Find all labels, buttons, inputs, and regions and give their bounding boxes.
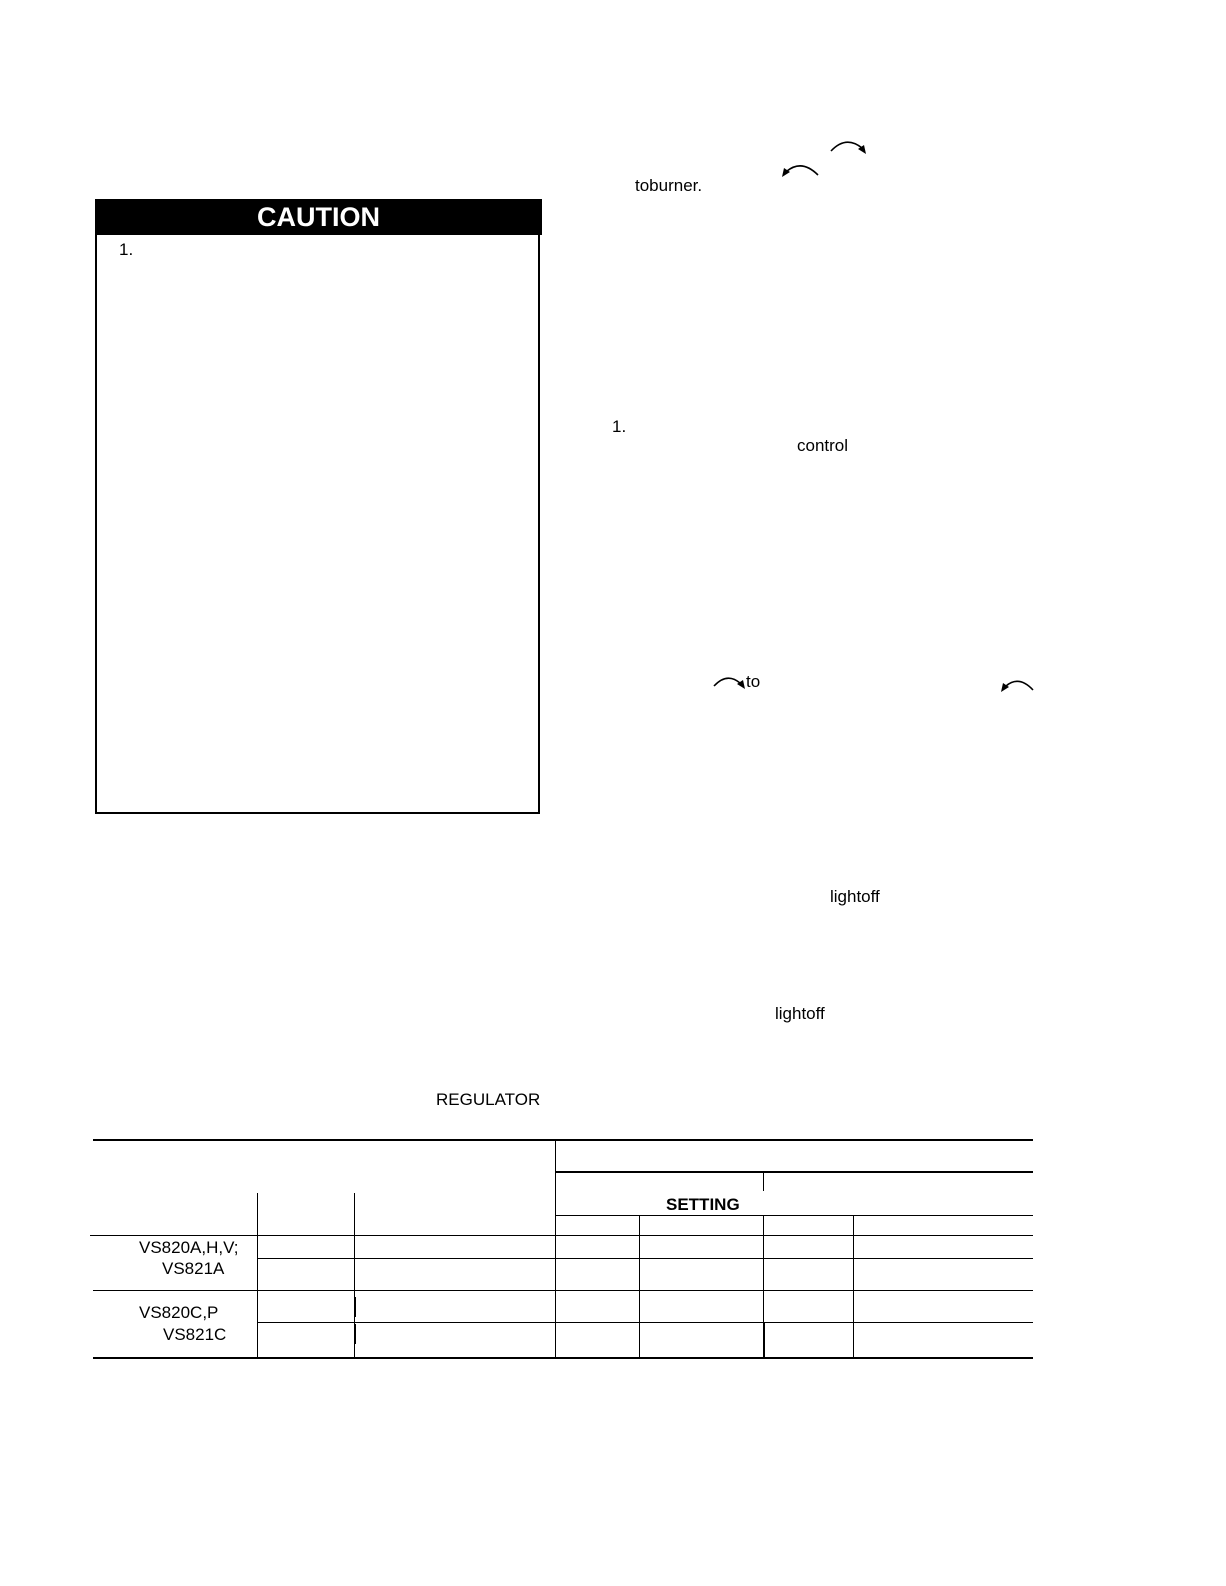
model-cell: VS821C [163,1325,227,1344]
text-lightoff: lightoff [830,887,880,906]
table-caption-fragment: REGULATOR [436,1090,541,1109]
text-to: to [746,672,761,691]
caution-item-number: 1. [119,240,134,259]
caution-title: CAUTION [95,199,542,235]
clockwise-arrow-icon [828,136,870,158]
step-number: 1. [612,417,627,436]
text-control: control [797,436,849,455]
counterclockwise-arrow-icon [778,159,822,181]
text-toburner: toburner. [635,176,703,195]
model-cell: VS820A,H,V; [139,1238,239,1257]
model-cell: VS820C,P [139,1303,219,1322]
clockwise-arrow-icon [712,672,748,692]
counterclockwise-arrow-icon [998,674,1036,696]
text-lightoff: lightoff [775,1004,825,1023]
model-cell: VS821A [162,1259,225,1278]
table-header-setting: SETTING [666,1195,740,1214]
caution-box [95,199,540,814]
